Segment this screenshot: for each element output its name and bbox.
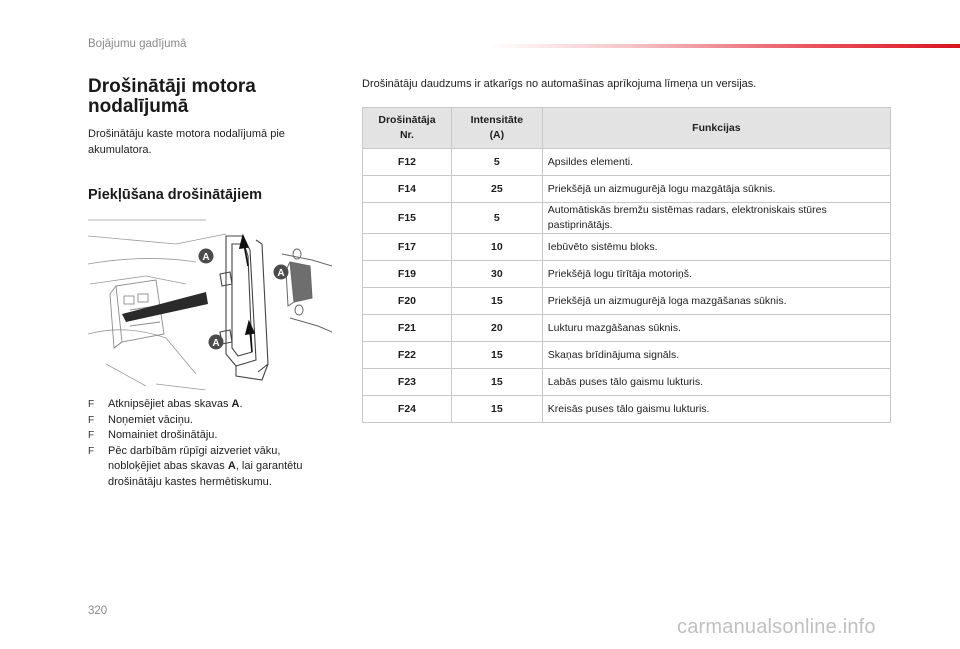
table-header-row — [363, 108, 891, 149]
table-row — [363, 315, 891, 342]
table-row — [363, 149, 891, 176]
fuse-amperage: 5 — [451, 149, 542, 176]
fuse-number: F24 — [363, 396, 452, 423]
table-row — [363, 176, 891, 203]
fuse-table — [362, 107, 891, 423]
table-row — [363, 369, 891, 396]
fuse-number: F14 — [363, 176, 452, 203]
fuse-number: F12 — [363, 149, 452, 176]
callout-a-label: A — [277, 268, 285, 279]
col-header-func: Funkcijas — [542, 108, 890, 149]
bullet-marker: F — [88, 445, 95, 457]
fuse-function: Priekšējā logu tīrītāja motoriņš. — [542, 261, 890, 288]
list-item: F Atknipsējiet abas skavas A. — [88, 397, 333, 413]
list-item: F Nomainiet drošinātāju. — [88, 428, 333, 444]
fuse-number: F20 — [363, 288, 452, 315]
fuse-amperage: 10 — [451, 234, 542, 261]
fuse-amperage: 30 — [451, 261, 542, 288]
table-row — [363, 342, 891, 369]
list-item: F Pēc darbībām rūpīgi aizveriet vāku, nobloķējiet abas skavas A, lai garantētu drošinātāju kastes hermētiskumu. — [88, 444, 303, 488]
section-subtitle: Piekļūšana drošinātājiem — [88, 187, 263, 203]
fuse-function: Priekšējā un aizmugurējā loga mazgāšanas sūknis. — [542, 288, 890, 315]
fuse-number: F19 — [363, 261, 452, 288]
bullet-marker: F — [88, 399, 95, 410]
fuse-function: Apsildes elementi. — [542, 149, 890, 176]
fuse-amperage: 25 — [451, 176, 542, 203]
fuse-function: Kreisās puses tālo gaismu lukturis. — [542, 396, 890, 423]
col-header-amp: Intensitāte (A) — [451, 108, 542, 149]
col-header-nr: Drošinātāja Nr. — [363, 108, 452, 149]
callout-a-label: A — [202, 252, 210, 263]
fuse-function: Lukturu mazgāšanas sūknis. — [542, 315, 890, 342]
fuse-amperage: 15 — [451, 369, 542, 396]
section-header: Bojājumu gadījumā — [88, 38, 187, 50]
table-note: Drošinātāju daudzums ir atkarīgs no automašīnas aprīkojuma līmeņa un versijas. — [362, 78, 757, 90]
table-row — [363, 396, 891, 423]
watermark: carmanualsonline.info — [677, 616, 876, 638]
page-number: 320 — [88, 605, 108, 617]
bullet-marker: F — [88, 430, 95, 441]
bullet-marker: F — [88, 414, 95, 426]
fuse-function: Priekšējā un aizmugurējā logu mazgātāja sūknis. — [542, 176, 890, 203]
callout-a-label: A — [212, 338, 220, 349]
table-row — [363, 203, 891, 234]
table-row — [363, 261, 891, 288]
fuse-amperage: 15 — [451, 288, 542, 315]
table-row — [363, 234, 891, 261]
list-item: F Noņemiet vāciņu. — [88, 413, 333, 429]
fuse-number: F23 — [363, 369, 452, 396]
accent-bar — [490, 44, 960, 48]
fuse-function: Iebūvēto sistēmu bloks. — [542, 234, 890, 261]
table-row — [363, 288, 891, 315]
fuse-function: Labās puses tālo gaismu lukturis. — [542, 369, 890, 396]
page-title: Drošinātāji motora nodalījumā — [88, 76, 256, 117]
fuse-amperage: 15 — [451, 396, 542, 423]
fuse-amperage: 5 — [451, 203, 542, 234]
fuse-amperage: 20 — [451, 315, 542, 342]
instruction-list — [88, 397, 333, 490]
fuse-amperage: 15 — [451, 342, 542, 369]
fuse-number: F17 — [363, 234, 452, 261]
fuse-number: F21 — [363, 315, 452, 342]
fuse-number: F22 — [363, 342, 452, 369]
fuse-function: Automātiskās bremžu sistēmas radars, elektroniskais stūres pastiprinātājs. — [542, 203, 890, 234]
fuse-box-illustration — [86, 214, 332, 390]
intro-text: Drošinātāju kaste motora nodalījumā pie akumulatora. — [88, 128, 285, 156]
fuse-number: F15 — [363, 203, 452, 234]
fuse-function: Skaņas brīdinājuma signāls. — [542, 342, 890, 369]
